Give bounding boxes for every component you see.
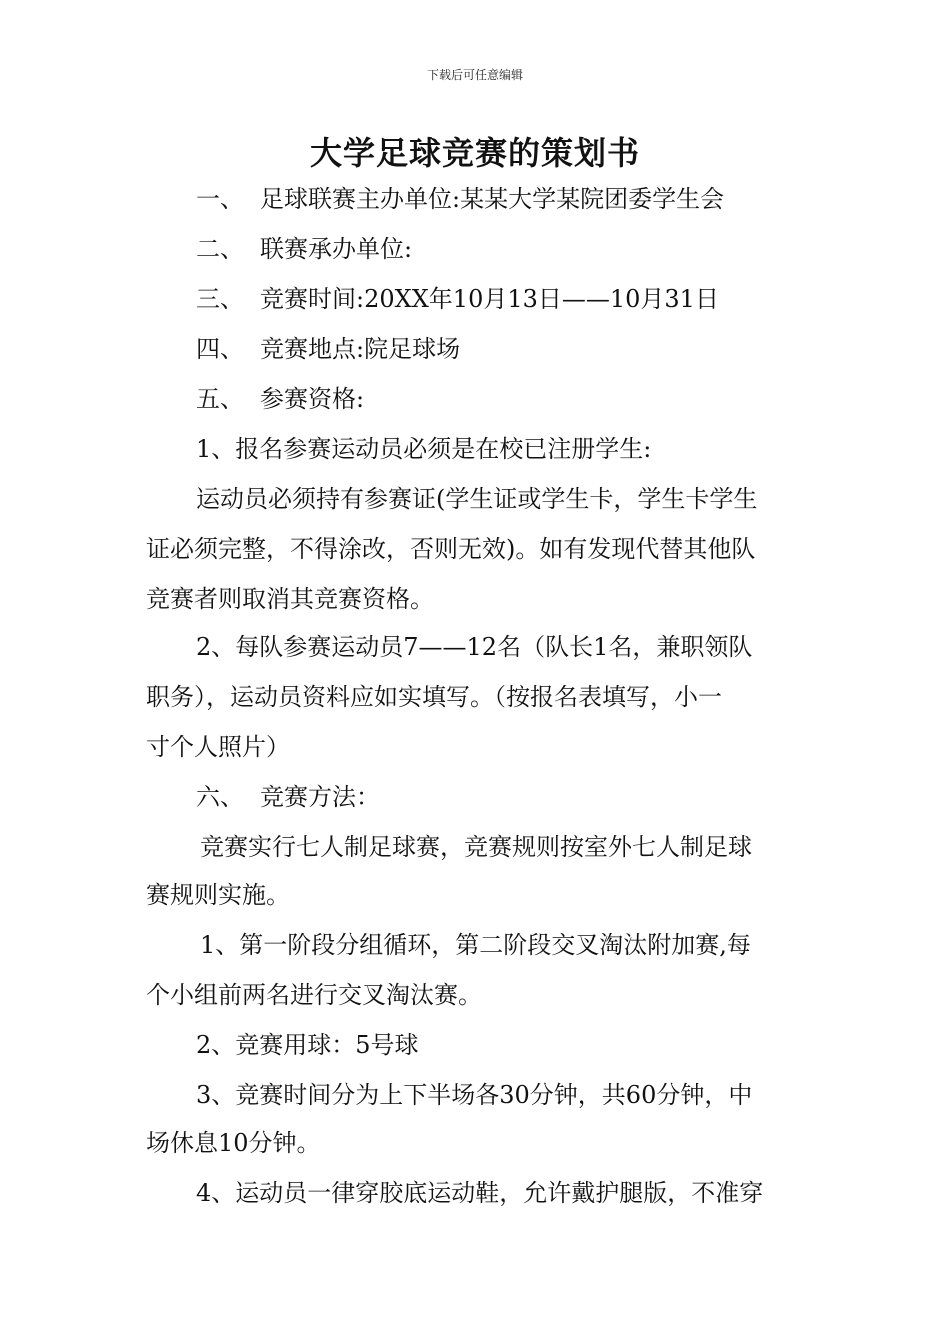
paragraph-line: 竞赛实行七人制足球赛，竞赛规则按室外七人制足球 bbox=[200, 833, 752, 861]
item-text: 联赛承办单位: bbox=[260, 235, 413, 263]
item-2 bbox=[196, 234, 412, 264]
item-text: 竞赛地点:院足球场 bbox=[260, 335, 461, 363]
item-1 bbox=[196, 184, 724, 214]
paragraph-line: 证必须完整，不得涂改，否则无效)。如有发现代替其他队 bbox=[146, 535, 756, 563]
paragraph-line: 赛规则实施。 bbox=[146, 881, 290, 909]
paragraph-ball: 2、竞赛用球：5号球 bbox=[196, 1031, 419, 1059]
item-3 bbox=[196, 284, 719, 314]
paragraph-shoes: 4、运动员一律穿胶底运动鞋，允许戴护腿版，不准穿 bbox=[196, 1179, 764, 1207]
item-number: 四、 bbox=[196, 335, 244, 363]
item-number: 六、 bbox=[196, 783, 244, 811]
item-number: 五、 bbox=[196, 385, 244, 413]
paragraph-line: 职务），运动员资料应如实填写。（按报名表填写，小一 bbox=[146, 683, 722, 711]
header-note: 下载后可任意编辑 bbox=[426, 68, 523, 82]
item-number: 二、 bbox=[196, 235, 244, 263]
item-text: 竞赛方法： bbox=[260, 783, 380, 811]
document-title: 大学足球竞赛的策划书 bbox=[309, 134, 640, 172]
item-6 bbox=[196, 782, 380, 812]
item-text: 足球联赛主办单位:某某大学某院团委学生会 bbox=[260, 185, 725, 213]
item-text: 参赛资格: bbox=[260, 385, 365, 413]
paragraph-eligibility-1: 1、报名参赛运动员必须是在校已注册学生: bbox=[196, 435, 652, 463]
paragraph-line: 寸个人照片） bbox=[146, 733, 290, 761]
item-text: 竞赛时间:20XX年10月13日——10月31日 bbox=[260, 285, 719, 313]
item-5 bbox=[196, 384, 364, 414]
paragraph-line: 3、竞赛时间分为上下半场各30分钟，共60分钟，中 bbox=[196, 1081, 753, 1109]
item-number: 一、 bbox=[196, 185, 244, 213]
item-4 bbox=[196, 334, 460, 364]
paragraph-line: 场休息10分钟。 bbox=[146, 1129, 321, 1157]
paragraph-line: 个小组前两名进行交叉淘汰赛。 bbox=[146, 981, 482, 1009]
paragraph-line: 1、第一阶段分组循环，第二阶段交叉淘汰附加赛,每 bbox=[200, 931, 751, 959]
item-number: 三、 bbox=[196, 285, 244, 313]
paragraph-line: 2、每队参赛运动员7——12名（队长1名，兼职领队 bbox=[196, 633, 753, 661]
paragraph-line: 运动员必须持有参赛证(学生证或学生卡，学生卡学生 bbox=[196, 485, 758, 513]
paragraph-line: 竞赛者则取消其竞赛资格。 bbox=[146, 585, 434, 613]
